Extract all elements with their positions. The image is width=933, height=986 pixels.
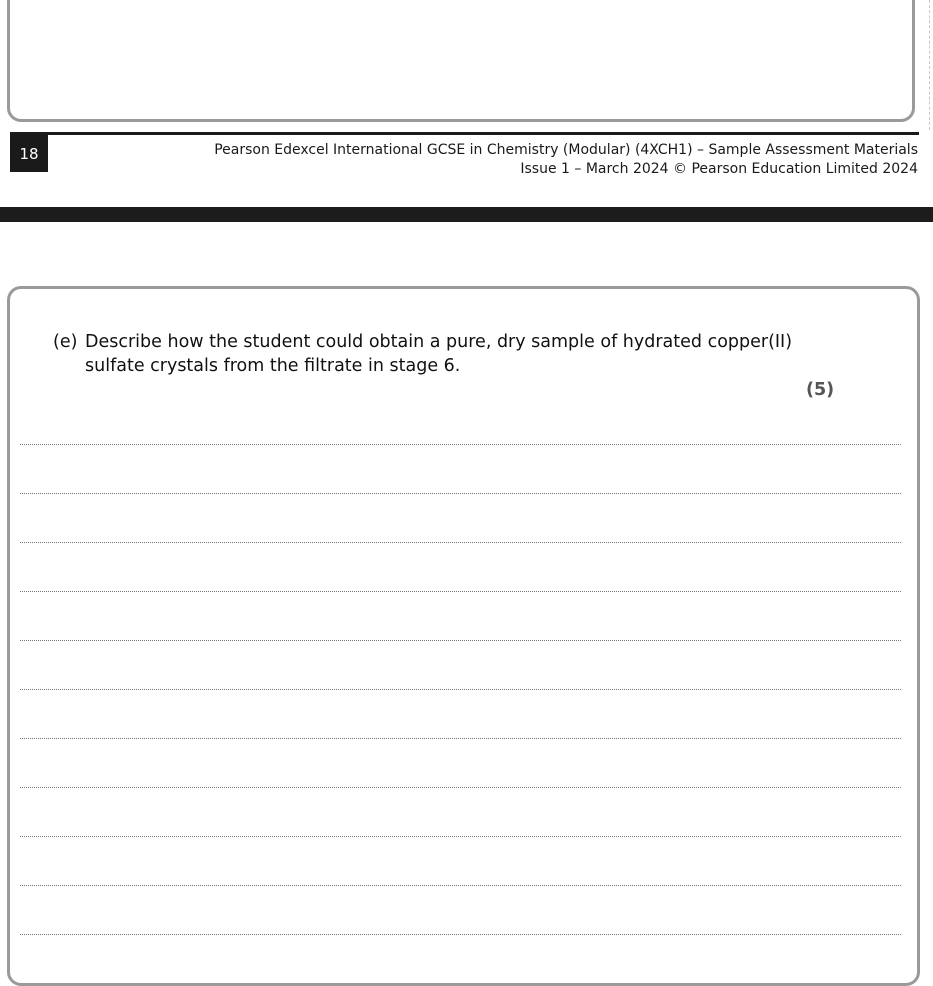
answer-line[interactable]	[20, 787, 901, 788]
answer-line[interactable]	[20, 689, 901, 690]
answer-line[interactable]	[20, 542, 901, 543]
question-text: Describe how the student could obtain a pure, dry sample of hydrated copper(II) sulfate crystals from the filtrate in stage 6.	[85, 332, 793, 376]
answer-box	[7, 286, 920, 986]
previous-answer-box	[7, 0, 915, 122]
footer-line-2: Issue 1 – March 2024 © Pearson Education Limited 2024	[520, 161, 918, 177]
footer-rule	[10, 132, 919, 135]
page-edge-dash	[929, 0, 930, 130]
answer-line[interactable]	[20, 591, 901, 592]
answer-line[interactable]	[20, 885, 901, 886]
answer-line[interactable]	[20, 493, 901, 494]
footer-line-1: Pearson Edexcel International GCSE in Chemistry (Modular) (4XCH1) – Sample Assessment Materials	[214, 142, 918, 158]
answer-line[interactable]	[20, 640, 901, 641]
answer-line[interactable]	[20, 836, 901, 837]
question-marks: (5)	[806, 380, 835, 400]
answer-line[interactable]	[20, 444, 901, 445]
page-separator-band	[0, 207, 933, 222]
footer-text	[214, 141, 918, 179]
question-label: (e)	[53, 332, 78, 352]
answer-line[interactable]	[20, 934, 901, 935]
page-number: 18	[10, 135, 48, 172]
answer-line[interactable]	[20, 738, 901, 739]
